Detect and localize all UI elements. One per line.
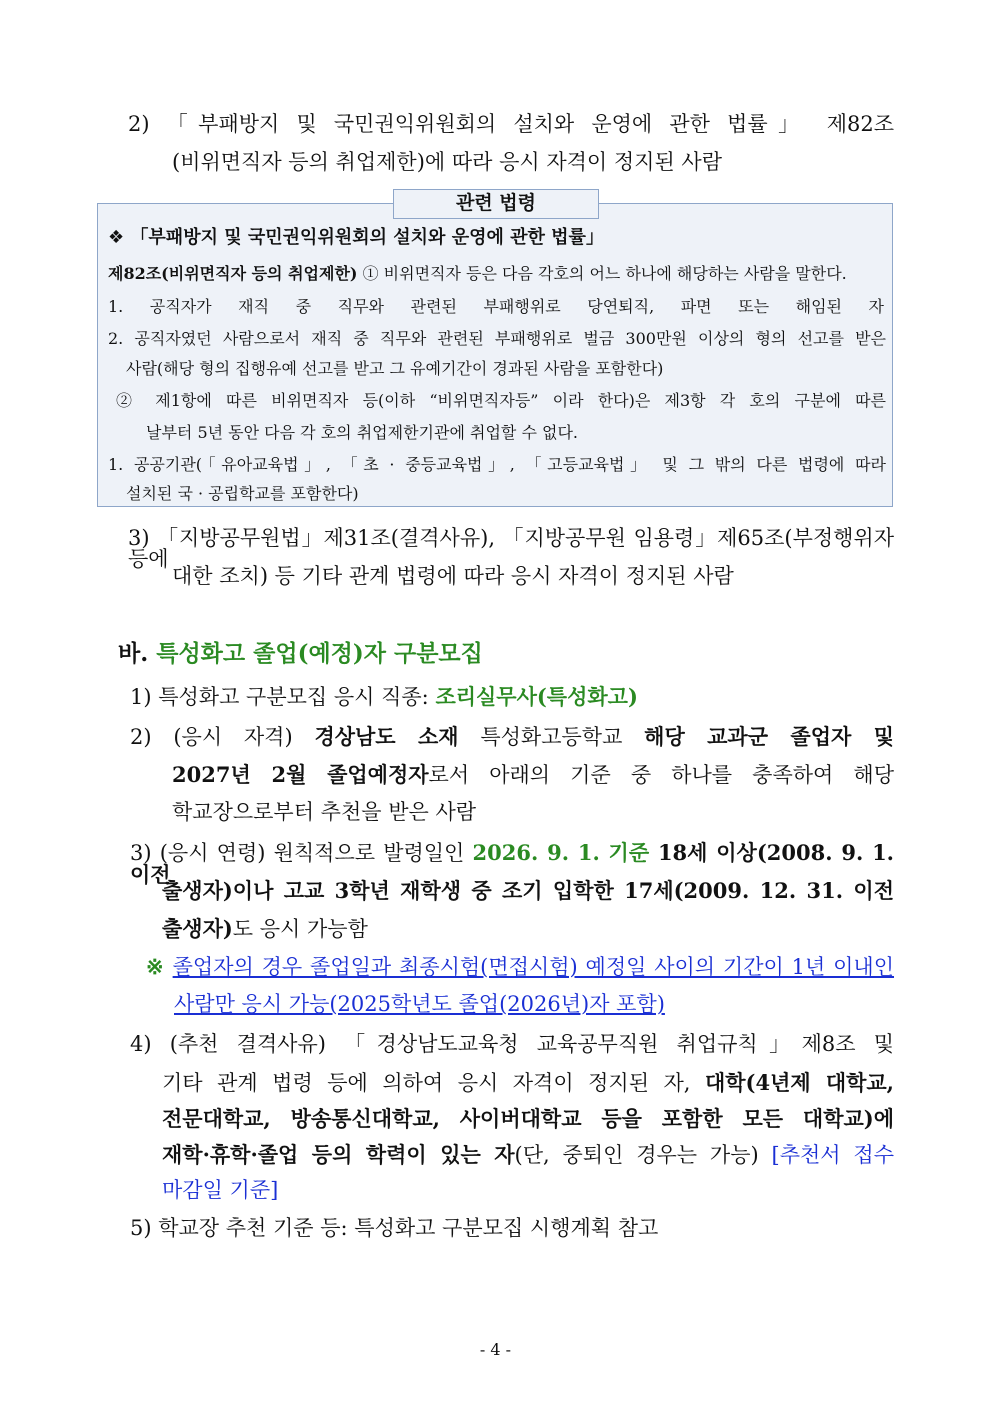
section-title: 특성화고 졸업(예정)자 구분모집 [156, 640, 483, 667]
note-line2: 사람만 응시 가능(2025학년도 졸업(2026년)자 포함) [174, 992, 665, 1016]
s2-pre: 2) (응시 자격) [130, 725, 315, 749]
law-heading [108, 229, 604, 247]
note-text-1: 졸업자의 경우 졸업일과 최종시험(면접시험) 예정일 사이의 기간이 1년 이내인 [172, 955, 894, 979]
law-item-1: 1. 공공기관(「유아교육법」, 「초 · 중등교육법」, 「고등교육법」 및 그 밖의 다른 법령에 따라 [108, 455, 886, 474]
s4-line4 [162, 1144, 894, 1166]
article-intro: ① 비위면직자 등은 다음 각호의 어느 하나에 해당하는 사람을 말한다. [357, 264, 847, 283]
s4-line1: 4) (추천 결격사유) 「경상남도교육청 교육공무직원 취업규칙」제8조 및 [130, 1032, 894, 1056]
law-item-1-cont: 설치된 국 · 공립학교를 포함한다) [126, 484, 359, 503]
s3-pre: 3) (응시 연령) 원칙적으로 발령일인 [130, 841, 473, 865]
section-prefix: 바. [118, 640, 149, 667]
s1-text: 1) 특성화고 구분모집 응시 직종: [130, 685, 436, 709]
page-number: - 4 - [479, 1340, 512, 1359]
s2-bold1: 경상남도 소재 [314, 724, 459, 749]
related-law-tab: 관련 법령 [393, 189, 599, 219]
s2-line1 [130, 726, 894, 748]
s3-line3-bold: 출생자) [162, 916, 233, 941]
s3-line3 [162, 918, 368, 940]
article-title: 제82조(비위면직자 등의 취업제한) [108, 264, 358, 283]
s4-line4-bold: 재학·휴학·졸업 등의 학력이 있는 자 [162, 1142, 515, 1167]
law-para-2: ② 제1항에 따른 비위면직자 등(이하 “비위면직자등” 이라 한다)은 제3항 각 호의 구분에 따른 [116, 391, 886, 410]
s4-line2-pre: 기타 관계 법령 등에 의하여 응시 자격이 정지된 자, [162, 1071, 705, 1095]
note-mark-icon: ※ [146, 954, 165, 979]
item2-line1: 2) 「부패방지 및 국민권익위원회의 설치와 운영에 관한 법률」 제82조 [128, 112, 894, 136]
note-line1 [146, 956, 894, 978]
s5-line: 5) 학교장 추천 기준 등: 특성화고 구분모집 시행계획 참고 [130, 1216, 659, 1240]
item3-line1: 3) 「지방공무원법」제31조(결격사유), 「지방공무원 임용령」제65조(부정행위자 등에 [128, 526, 894, 571]
item3-line2: 대한 조치) 등 기타 관계 법령에 따라 응시 자격이 정지된 사람 [172, 564, 734, 588]
s4-line3: 전문대학교, 방송통신대학교, 사이버대학교 등을 포함한 모든 대학교)에 [162, 1106, 894, 1131]
s3-line3-rest: 도 응시 가능함 [232, 917, 368, 941]
s1-job: 조리실무사(특성화고) [435, 684, 638, 709]
law-para-2-cont: 날부터 5년 동안 다음 각 호의 취업제한기관에 취업할 수 없다. [146, 423, 578, 442]
s4-line4-blue: [추천서 접수 [771, 1143, 894, 1167]
s2-line3: 학교장으로부터 추천을 받은 사람 [172, 800, 477, 824]
section-heading [118, 642, 483, 665]
s3-date: 2026. 9. 1. 기준 [472, 840, 650, 865]
law-clause-2-cont: 사람(해당 형의 집행유예 선고를 받고 그 유예기간이 경과된 사람을 포함한다) [126, 359, 664, 378]
s4-line4-rest: (단, 중퇴인 경우는 가능) [514, 1143, 772, 1167]
s4-line2-bold: 대학(4년제 대학교, [704, 1070, 894, 1095]
s4-line5: 마감일 기준] [162, 1178, 279, 1202]
diamond-bullet-icon: ❖ [108, 227, 125, 248]
s2-bold2: 해당 교과군 졸업자 및 [644, 724, 894, 749]
law-clause-1: 1. 공직자가 재직 중 직무와 관련된 부패행위로 당연퇴직, 파면 또는 해임된 자 [108, 297, 884, 316]
law-heading-text: 「부패방지 및 국민권익위원회의 설치와 운영에 관한 법률」 [130, 227, 604, 248]
law-clause-2: 2. 공직자였던 사람으로서 재직 중 직무와 관련된 부패행위로 벌금 300만원 이상의 형의 선고를 받은 [108, 329, 886, 348]
s3-line2: 출생자)이나 고교 3학년 재학생 중 조기 입학한 17세(2009. 12. 31. 이전 [162, 878, 894, 903]
s2-line2-rest: 로서 아래의 기준 중 하나를 충족하여 해당 [428, 763, 894, 787]
s1-line [130, 686, 638, 708]
s3-bold1: 18세 이상(2008. 9. 1. 이전 [130, 840, 894, 887]
item2-line2: (비위면직자 등의 취업제한)에 따라 응시 자격이 정지된 사람 [172, 150, 722, 174]
article-line [108, 266, 847, 282]
s2-mid: 특성화고등학교 [458, 725, 645, 749]
s4-line2 [162, 1072, 894, 1094]
s2-line2-bold: 2027년 2월 졸업예정자 [172, 762, 429, 787]
s2-line2 [172, 764, 894, 786]
